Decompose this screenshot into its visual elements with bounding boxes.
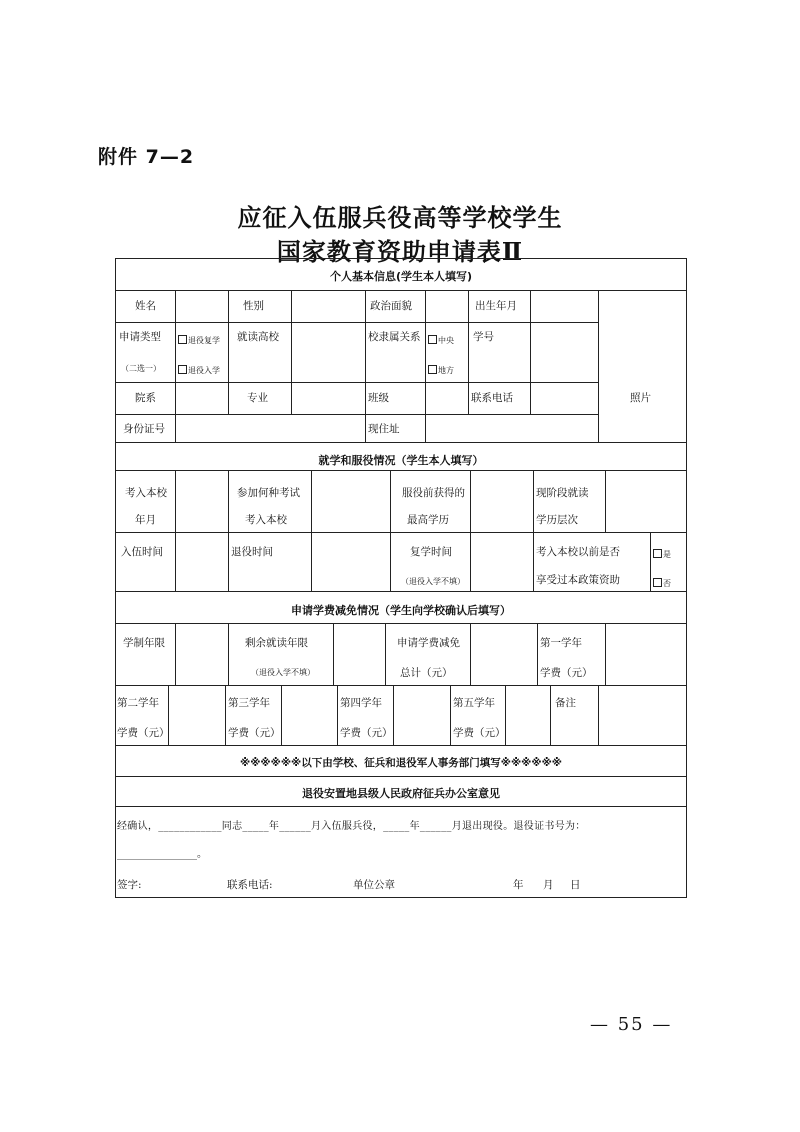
rule — [390, 470, 391, 591]
section-service-header: 就学和服役情况（学生本人填写） — [318, 454, 484, 467]
label-contact-phone: 联系电话: — [227, 879, 273, 891]
label-edu-1: 服役前获得的 — [402, 487, 465, 499]
option-label: 地方 — [438, 366, 454, 375]
label-year5-1: 第五学年 — [453, 697, 495, 709]
checkbox-icon — [653, 549, 662, 558]
rule — [337, 685, 338, 745]
label-year2-2: 学费（元） — [117, 727, 170, 739]
label-year: 年 — [513, 879, 524, 891]
label-dept: 院系 — [135, 392, 156, 404]
label-id-no: 身份证号 — [123, 423, 165, 435]
label-enlist: 入伍时间 — [121, 546, 163, 558]
rule — [537, 623, 538, 685]
rule — [333, 623, 334, 685]
label-year1-1: 第一学年 — [540, 637, 582, 649]
application-form — [115, 258, 687, 898]
rule — [115, 532, 687, 533]
label-year4-1: 第四学年 — [340, 697, 382, 709]
confirmation-line-2: ________________。 — [117, 849, 207, 860]
label-resume: 复学时间 — [410, 546, 452, 558]
rule — [175, 623, 176, 685]
rule — [115, 290, 687, 291]
label-major: 专业 — [247, 392, 268, 404]
rule — [115, 623, 687, 624]
label-phone: 联系电话 — [471, 392, 513, 404]
label-discharge: 退役时间 — [231, 546, 273, 558]
label-year3-2: 学费（元） — [228, 727, 281, 739]
option-label: 中央 — [438, 336, 454, 345]
label-apply-type: 申请类型 — [119, 331, 161, 343]
option-yes[interactable] — [653, 549, 671, 559]
label-school: 就读高校 — [237, 331, 279, 343]
option-label: 否 — [663, 579, 671, 588]
form-title-line2: 国家教育资助申请表Ⅱ — [276, 237, 524, 266]
rule — [605, 623, 606, 685]
checkbox-icon — [428, 365, 437, 374]
rule — [291, 290, 292, 414]
checkbox-icon — [653, 578, 662, 587]
option-label: 退役复学 — [188, 336, 220, 345]
rule — [598, 685, 599, 745]
rule — [533, 470, 534, 591]
label-photo: 照片 — [630, 392, 651, 404]
label-sign: 签字: — [117, 879, 142, 891]
rule — [470, 470, 471, 591]
rule — [115, 322, 598, 323]
label-gender: 性别 — [243, 300, 264, 312]
rule — [605, 470, 606, 532]
option-enroll[interactable] — [178, 365, 220, 375]
official-use-divider: ※※※※※※以下由学校、征兵和退役军人事务部门填写※※※※※※ — [240, 757, 562, 769]
attachment-label: 附件 7—2 — [98, 146, 195, 168]
form-title-line1: 应征入伍服兵役高等学校学生 — [237, 203, 563, 232]
rule — [115, 591, 687, 592]
rule — [425, 290, 426, 442]
label-duration: 学制年限 — [123, 637, 165, 649]
apply-type-note: （二选一） — [121, 364, 161, 373]
label-edu-2: 最高学历 — [407, 514, 449, 526]
rule — [311, 470, 312, 591]
label-class: 班级 — [368, 392, 389, 404]
label-day: 日 — [570, 879, 581, 891]
rule — [115, 806, 687, 807]
section-tuition-header: 申请学费减免情况（学生向学校确认后填写） — [291, 604, 511, 617]
checkbox-icon — [178, 365, 187, 374]
section-personal-header: 个人基本信息(学生本人填写) — [329, 270, 473, 283]
rule — [115, 414, 598, 415]
rule — [598, 290, 599, 442]
label-year1-2: 学费（元） — [540, 667, 593, 679]
rule — [115, 745, 687, 746]
option-label: 是 — [663, 550, 671, 559]
checkbox-icon — [428, 335, 437, 344]
label-level-1: 现阶段就读 — [536, 487, 589, 499]
rule — [450, 685, 451, 745]
option-return-study[interactable] — [178, 335, 220, 345]
rule — [365, 290, 366, 442]
checkbox-icon — [178, 335, 187, 344]
label-student-no: 学号 — [473, 331, 494, 343]
section-opinion-header: 退役安置地县级人民政府征兵办公室意见 — [302, 787, 500, 800]
label-exam-1: 参加何种考试 — [237, 487, 300, 499]
label-reduce-2: 总计（元） — [400, 667, 453, 679]
label-birth: 出生年月 — [475, 300, 517, 312]
rule — [115, 382, 598, 383]
label-reduce-1: 申请学费减免 — [397, 637, 460, 649]
rule — [281, 685, 282, 745]
resume-note: （退役入学不填） — [401, 577, 465, 586]
rule — [228, 470, 229, 591]
rule — [470, 623, 471, 685]
rule — [530, 290, 531, 414]
label-remark: 备注 — [555, 697, 576, 709]
rule — [468, 290, 469, 414]
remain-note: （退役入学不填） — [251, 668, 315, 677]
label-exam-2: 考入本校 — [245, 514, 287, 526]
label-admit-date-2: 年月 — [135, 514, 156, 526]
label-name: 姓名 — [135, 300, 156, 312]
rule — [115, 776, 687, 777]
label-year2-1: 第二学年 — [117, 697, 159, 709]
rule — [650, 532, 651, 591]
rule — [175, 290, 176, 442]
label-address: 现住址 — [368, 423, 400, 435]
rule — [225, 685, 226, 745]
rule — [385, 623, 386, 685]
rule — [115, 442, 687, 443]
rule — [550, 685, 551, 745]
option-central[interactable] — [428, 335, 454, 345]
rule — [393, 685, 394, 745]
option-label: 退役入学 — [188, 366, 220, 375]
label-affiliation: 校隶属关系 — [368, 331, 421, 343]
confirmation-line-1: 经确认，____________同志_____年______月入伍服兵役，_____年______月退出现役。退役证书号为： — [117, 821, 586, 832]
rule — [228, 623, 229, 685]
label-prior-1: 考入本校以前是否 — [536, 546, 620, 558]
label-admit-date-1: 考入本校 — [125, 487, 167, 499]
page-number: — 55 — — [590, 1014, 673, 1035]
label-remain: 剩余就读年限 — [245, 637, 308, 649]
rule — [115, 685, 687, 686]
label-month: 月 — [543, 879, 554, 891]
label-year5-2: 学费（元） — [453, 727, 506, 739]
label-politics: 政治面貌 — [370, 300, 412, 312]
rule — [228, 290, 229, 414]
rule — [115, 470, 687, 471]
label-seal: 单位公章 — [353, 879, 395, 891]
rule — [175, 470, 176, 591]
label-year3-1: 第三学年 — [228, 697, 270, 709]
label-year4-2: 学费（元） — [340, 727, 393, 739]
option-no[interactable] — [653, 578, 671, 588]
option-local[interactable] — [428, 365, 454, 375]
label-prior-2: 享受过本政策资助 — [536, 574, 620, 586]
label-level-2: 学历层次 — [536, 514, 578, 526]
